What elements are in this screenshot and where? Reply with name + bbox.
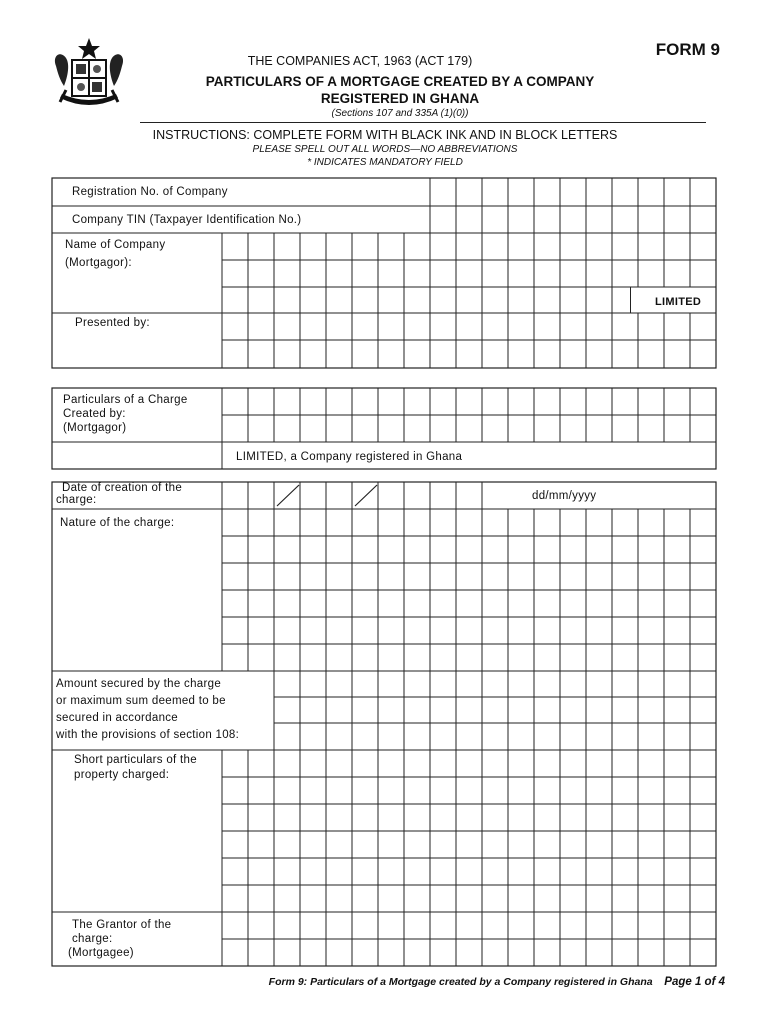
page-number: Page 1 of 4 xyxy=(664,976,725,988)
spell-out-note: PLEASE SPELL OUT ALL WORDS—NO ABBREVIATIONS xyxy=(252,144,518,155)
created-by-label: Created by: xyxy=(63,408,126,420)
date-separator-slash xyxy=(277,485,299,506)
date-separator-slash xyxy=(355,485,377,506)
date-label: Date of creation of the xyxy=(62,482,183,494)
property-charged-sublabel: property charged: xyxy=(74,769,170,781)
property-charged-label: Short particulars of the xyxy=(74,754,197,766)
act-title: THE COMPANIES ACT, 1963 (ACT 179) xyxy=(247,54,473,68)
amount-secured-label: Amount secured by the charge xyxy=(56,678,222,690)
sections-reference: (Sections 107 and 335A (1)(0)) xyxy=(331,108,469,119)
amount-secured-line3: secured in accordance xyxy=(56,712,179,724)
footer-caption: Form 9: Particulars of a Mortgage created by a Company registered in Ghana xyxy=(268,976,653,988)
limited-suffix: LIMITED xyxy=(655,296,702,308)
grantor-sublabel: charge: xyxy=(72,933,113,945)
particulars-label: Particulars of a Charge xyxy=(63,394,188,406)
company-name-sublabel: (Mortgagor): xyxy=(65,257,132,269)
date-sublabel: charge: xyxy=(56,494,97,506)
company-name-label: Name of Company xyxy=(65,239,166,251)
registration-no-label: Registration No. of Company xyxy=(72,186,228,198)
date-format-hint: dd/mm/yyyy xyxy=(532,490,597,502)
form-number: FORM 9 xyxy=(655,40,720,59)
page-footer xyxy=(180,976,725,988)
nature-of-charge-label: Nature of the charge: xyxy=(60,517,175,529)
mandatory-note: * INDICATES MANDATORY FIELD xyxy=(307,157,463,168)
limited-registered-text: LIMITED, a Company registered in Ghana xyxy=(236,451,463,463)
form-title-line2: REGISTERED IN GHANA xyxy=(320,91,480,106)
form-title-line1: PARTICULARS OF A MORTGAGE CREATED BY A COMPANY xyxy=(205,74,595,89)
mortgagee-label: (Mortgagee) xyxy=(68,947,134,959)
mortgagor-label: (Mortgagor) xyxy=(63,422,127,434)
tin-label: Company TIN (Taxpayer Identification No.) xyxy=(72,214,302,226)
presented-by-label: Presented by: xyxy=(75,317,150,329)
amount-secured-line2: or maximum sum deemed to be xyxy=(56,695,226,707)
instructions: INSTRUCTIONS: COMPLETE FORM WITH BLACK INK AND IN BLOCK LETTERS xyxy=(152,128,618,142)
amount-secured-line4: with the provisions of section 108: xyxy=(56,729,240,741)
grantor-label: The Grantor of the xyxy=(72,919,172,931)
